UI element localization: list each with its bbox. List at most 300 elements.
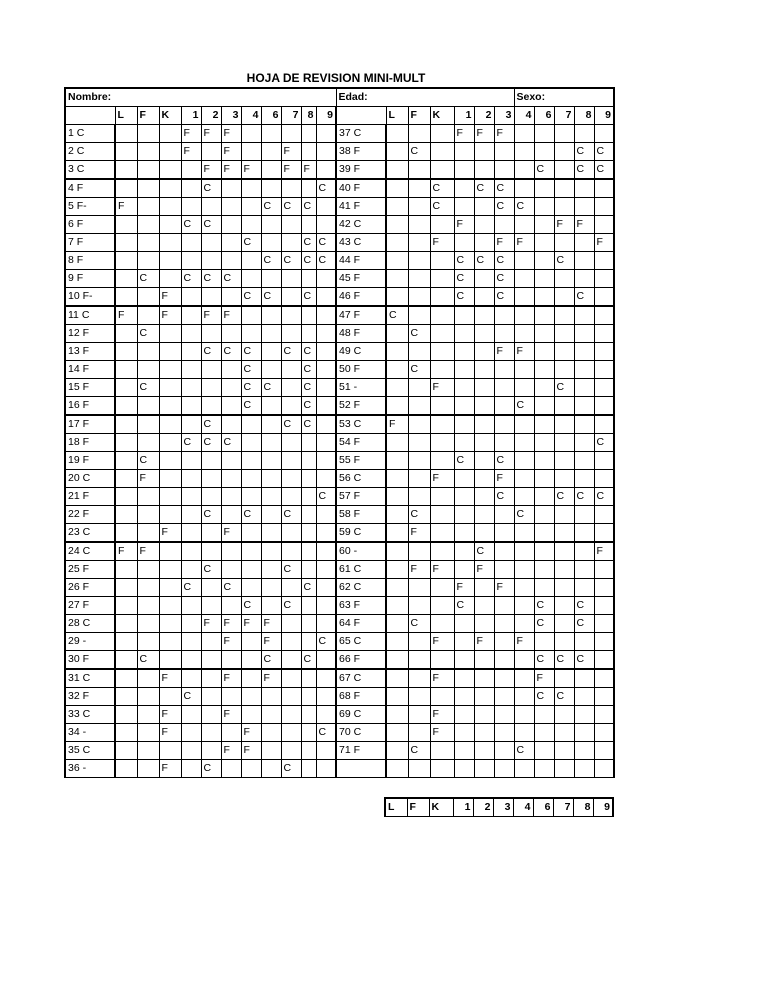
item-label: 48 F	[336, 325, 386, 343]
answer-cell	[301, 216, 316, 234]
answer-cell: F	[494, 234, 514, 252]
answer-cell	[281, 397, 301, 416]
answer-cell	[261, 688, 281, 706]
answer-cell	[454, 760, 474, 778]
answer-cell	[241, 434, 261, 452]
answer-cell: C	[181, 270, 201, 288]
item-label: 49 C	[336, 343, 386, 361]
item-label: 31 C	[65, 669, 115, 688]
answer-cell	[474, 742, 494, 760]
answer-cell	[574, 706, 594, 724]
answer-cell	[554, 143, 574, 161]
answer-cell	[594, 216, 614, 234]
table-row	[65, 361, 614, 379]
answer-cell	[221, 760, 241, 778]
answer-cell: C	[494, 179, 514, 198]
answer-cell: C	[594, 161, 614, 180]
answer-cell	[574, 470, 594, 488]
answer-cell	[554, 434, 574, 452]
answer-cell	[494, 506, 514, 524]
answer-cell	[430, 742, 454, 760]
answer-cell	[534, 506, 554, 524]
answer-cell	[574, 579, 594, 597]
answer-cell	[408, 597, 430, 615]
page-title: HOJA DE REVISION MINI-MULT	[246, 71, 426, 85]
answer-cell	[241, 252, 261, 270]
item-label: 53 C	[336, 415, 386, 434]
answer-cell	[474, 216, 494, 234]
column-header-2: 2	[474, 107, 494, 125]
answer-cell: C	[181, 688, 201, 706]
answer-cell	[261, 542, 281, 561]
item-label: 29 -	[65, 633, 115, 651]
answer-cell: F	[454, 579, 474, 597]
answer-cell	[241, 706, 261, 724]
answer-cell	[594, 615, 614, 633]
answer-cell: C	[386, 306, 408, 325]
answer-cell	[115, 651, 137, 670]
table-row	[65, 325, 614, 343]
answer-cell: C	[554, 488, 574, 506]
answer-cell	[159, 633, 181, 651]
answer-cell	[574, 397, 594, 416]
answer-cell	[281, 470, 301, 488]
answer-cell	[534, 488, 554, 506]
answer-cell	[261, 470, 281, 488]
answer-cell	[474, 379, 494, 397]
answer-cell	[159, 179, 181, 198]
answer-cell	[261, 325, 281, 343]
answer-cell	[241, 470, 261, 488]
answer-cell	[316, 434, 336, 452]
answer-cell	[386, 524, 408, 543]
answer-cell	[281, 488, 301, 506]
answer-cell	[201, 234, 221, 252]
answer-cell	[474, 288, 494, 307]
answer-cell	[301, 542, 316, 561]
column-header-9: 9	[316, 107, 336, 125]
column-header-row	[65, 107, 614, 125]
answer-cell	[115, 669, 137, 688]
answer-cell	[261, 506, 281, 524]
answer-cell	[316, 524, 336, 543]
answer-cell	[534, 742, 554, 760]
answer-cell	[201, 325, 221, 343]
answer-cell	[221, 198, 241, 216]
answer-cell	[494, 524, 514, 543]
answer-cell: F	[494, 470, 514, 488]
answer-cell	[241, 688, 261, 706]
answer-cell	[115, 361, 137, 379]
answer-cell	[514, 452, 534, 470]
answer-cell	[474, 434, 494, 452]
answer-cell: C	[408, 506, 430, 524]
answer-cell: C	[137, 452, 159, 470]
answer-cell: C	[221, 270, 241, 288]
answer-cell	[386, 760, 408, 778]
answer-cell: F	[115, 542, 137, 561]
answer-cell: F	[594, 234, 614, 252]
answer-cell	[430, 143, 454, 161]
answer-cell: F	[221, 706, 241, 724]
answer-cell: C	[474, 179, 494, 198]
answer-cell: F	[159, 669, 181, 688]
answer-cell	[181, 325, 201, 343]
answer-cell	[474, 452, 494, 470]
answer-cell	[316, 143, 336, 161]
answer-cell	[201, 706, 221, 724]
answer-cell	[316, 125, 336, 143]
answer-cell	[474, 688, 494, 706]
answer-cell	[301, 688, 316, 706]
answer-cell	[594, 669, 614, 688]
answer-cell	[281, 651, 301, 670]
answer-cell	[115, 234, 137, 252]
answer-cell	[137, 288, 159, 307]
answer-cell	[474, 361, 494, 379]
answer-cell	[454, 397, 474, 416]
answer-cell	[430, 506, 454, 524]
answer-cell	[430, 252, 454, 270]
bottom-column-labels	[385, 798, 613, 817]
answer-cell	[137, 669, 159, 688]
answer-cell	[181, 724, 201, 742]
answer-cell: F	[430, 633, 454, 651]
answer-cell	[594, 470, 614, 488]
answer-cell	[137, 760, 159, 778]
answer-cell	[554, 470, 574, 488]
item-label: 38 F	[336, 143, 386, 161]
answer-cell	[281, 288, 301, 307]
answer-cell: C	[221, 434, 241, 452]
answer-cell	[241, 415, 261, 434]
answer-cell	[386, 325, 408, 343]
answer-cell	[261, 488, 281, 506]
answer-cell	[474, 760, 494, 778]
answer-cell: F	[221, 306, 241, 325]
item-label: 4 F	[65, 179, 115, 198]
table-row	[65, 143, 614, 161]
answer-cell: F	[430, 234, 454, 252]
answer-cell	[159, 615, 181, 633]
column-header-1: 1	[454, 107, 474, 125]
table-row	[65, 688, 614, 706]
answer-cell	[221, 688, 241, 706]
answer-cell: C	[316, 234, 336, 252]
answer-cell	[574, 452, 594, 470]
answer-cell: F	[386, 415, 408, 434]
item-label: 3 C	[65, 161, 115, 180]
answer-cell	[386, 434, 408, 452]
answer-cell	[534, 125, 554, 143]
answer-cell	[301, 506, 316, 524]
answer-cell	[534, 179, 554, 198]
answer-cell	[534, 434, 554, 452]
answer-cell	[594, 524, 614, 543]
answer-cell: F	[494, 343, 514, 361]
table-row	[65, 561, 614, 579]
answer-cell	[301, 325, 316, 343]
answer-cell	[281, 216, 301, 234]
table-row	[65, 306, 614, 325]
answer-cell	[430, 579, 454, 597]
answer-cell	[261, 270, 281, 288]
answer-cell	[159, 470, 181, 488]
bottom-column-label-2: 2	[473, 798, 493, 817]
answer-cell	[181, 379, 201, 397]
answer-cell	[514, 270, 534, 288]
answer-cell	[386, 669, 408, 688]
answer-cell	[301, 597, 316, 615]
column-header-3: 3	[494, 107, 514, 125]
answer-cell: C	[261, 651, 281, 670]
answer-cell	[554, 361, 574, 379]
answer-cell: F	[159, 288, 181, 307]
answer-cell	[534, 724, 554, 742]
answer-cell	[221, 397, 241, 416]
answer-cell: C	[201, 216, 221, 234]
answer-cell	[594, 325, 614, 343]
answer-cell	[137, 724, 159, 742]
answer-cell	[534, 579, 554, 597]
answer-cell	[494, 561, 514, 579]
answer-cell	[221, 179, 241, 198]
answer-cell	[159, 434, 181, 452]
answer-cell: C	[494, 198, 514, 216]
answer-cell	[514, 161, 534, 180]
answer-cell	[301, 706, 316, 724]
answer-cell	[137, 125, 159, 143]
answer-cell	[574, 270, 594, 288]
item-label: 32 F	[65, 688, 115, 706]
answer-cell	[574, 434, 594, 452]
answer-cell	[241, 452, 261, 470]
answer-cell	[181, 306, 201, 325]
answer-cell	[221, 724, 241, 742]
answer-cell	[201, 252, 221, 270]
answer-cell	[241, 306, 261, 325]
answer-cell	[159, 488, 181, 506]
answer-cell: C	[408, 615, 430, 633]
answer-cell	[474, 470, 494, 488]
answer-cell	[115, 125, 137, 143]
answer-cell	[494, 325, 514, 343]
answer-cell	[454, 742, 474, 760]
answer-cell	[115, 143, 137, 161]
answer-cell	[514, 579, 534, 597]
answer-cell	[454, 561, 474, 579]
answer-cell	[514, 542, 534, 561]
answer-cell: C	[201, 415, 221, 434]
answer-cell	[408, 706, 430, 724]
answer-cell	[115, 760, 137, 778]
answer-cell: F	[514, 234, 534, 252]
item-label: 66 F	[336, 651, 386, 670]
answer-cell	[514, 325, 534, 343]
answer-cell	[159, 125, 181, 143]
answer-cell: C	[201, 506, 221, 524]
answer-cell	[281, 379, 301, 397]
answer-cell	[137, 742, 159, 760]
item-label: 5 F-	[65, 198, 115, 216]
answer-cell	[316, 161, 336, 180]
bottom-column-label-7: 7	[553, 798, 573, 817]
answer-cell	[554, 706, 574, 724]
answer-cell	[386, 452, 408, 470]
item-label: 69 C	[336, 706, 386, 724]
answer-cell	[137, 161, 159, 180]
answer-cell	[594, 706, 614, 724]
answer-cell	[554, 633, 574, 651]
answer-cell	[454, 688, 474, 706]
answer-cell	[430, 651, 454, 670]
answer-cell	[261, 343, 281, 361]
answer-cell	[554, 288, 574, 307]
answer-cell	[534, 706, 554, 724]
answer-cell	[261, 597, 281, 615]
item-label: 6 F	[65, 216, 115, 234]
column-header-K: K	[159, 107, 181, 125]
answer-cell	[408, 633, 430, 651]
answer-cell	[514, 415, 534, 434]
answer-cell	[201, 143, 221, 161]
answer-cell: F	[454, 125, 474, 143]
item-label: 9 F	[65, 270, 115, 288]
answer-cell	[181, 669, 201, 688]
answer-cell	[201, 724, 221, 742]
answer-cell: C	[261, 198, 281, 216]
answer-cell: F	[221, 125, 241, 143]
answer-cell	[534, 633, 554, 651]
answer-cell	[574, 742, 594, 760]
answer-cell: C	[201, 760, 221, 778]
item-label: 52 F	[336, 397, 386, 416]
answer-cell	[494, 688, 514, 706]
answer-cell	[494, 379, 514, 397]
answer-cell	[514, 651, 534, 670]
answer-cell	[316, 561, 336, 579]
answer-cell: C	[474, 252, 494, 270]
answer-cell	[594, 252, 614, 270]
answer-cell	[386, 234, 408, 252]
answer-cell	[281, 179, 301, 198]
answer-cell	[115, 379, 137, 397]
answer-cell: C	[241, 361, 261, 379]
answer-cell: C	[574, 651, 594, 670]
answer-cell: F	[574, 216, 594, 234]
nombre-label: Nombre:	[65, 88, 336, 107]
answer-cell	[137, 143, 159, 161]
answer-cell	[554, 325, 574, 343]
answer-cell	[574, 561, 594, 579]
answer-cell	[534, 143, 554, 161]
item-label: 55 F	[336, 452, 386, 470]
bottom-column-label-6: 6	[533, 798, 553, 817]
answer-cell	[115, 615, 137, 633]
answer-cell: F	[221, 669, 241, 688]
answer-cell	[159, 343, 181, 361]
answer-cell	[241, 125, 261, 143]
answer-cell	[594, 506, 614, 524]
answer-cell	[221, 361, 241, 379]
answer-cell	[301, 615, 316, 633]
answer-cell	[281, 542, 301, 561]
bottom-column-label-3: 3	[493, 798, 513, 817]
table-row	[65, 125, 614, 143]
item-label: 21 F	[65, 488, 115, 506]
answer-cell	[454, 470, 474, 488]
answer-cell: C	[594, 143, 614, 161]
answer-cell	[594, 579, 614, 597]
answer-cell: F	[241, 615, 261, 633]
answer-cell: F	[301, 161, 316, 180]
answer-cell	[281, 270, 301, 288]
answer-cell: F	[137, 470, 159, 488]
answer-cell	[221, 252, 241, 270]
answer-cell	[430, 688, 454, 706]
answer-cell	[137, 506, 159, 524]
column-header-L: L	[386, 107, 408, 125]
answer-cell	[316, 760, 336, 778]
answer-cell	[474, 161, 494, 180]
answer-cell	[534, 542, 554, 561]
answer-cell: C	[574, 288, 594, 307]
answer-cell: F	[241, 161, 261, 180]
item-label: 46 F	[336, 288, 386, 307]
answer-cell	[554, 270, 574, 288]
answer-cell	[408, 688, 430, 706]
answer-cell	[594, 270, 614, 288]
answer-cell	[386, 724, 408, 742]
answer-cell	[261, 234, 281, 252]
answer-cell	[221, 488, 241, 506]
column-header-4: 4	[514, 107, 534, 125]
answer-cell	[554, 579, 574, 597]
answer-cell	[474, 651, 494, 670]
item-label: 50 F	[336, 361, 386, 379]
answer-cell	[430, 597, 454, 615]
answer-cell	[316, 688, 336, 706]
answer-cell	[261, 306, 281, 325]
answer-cell: F	[181, 125, 201, 143]
bottom-column-label-9: 9	[593, 798, 613, 817]
answer-cell: C	[281, 343, 301, 361]
answer-cell	[281, 615, 301, 633]
answer-cell: F	[115, 198, 137, 216]
answer-cell	[408, 397, 430, 416]
answer-cell	[474, 615, 494, 633]
answer-cell	[221, 470, 241, 488]
answer-cell	[159, 397, 181, 416]
answer-cell	[534, 379, 554, 397]
answer-cell	[494, 397, 514, 416]
answer-cell: C	[534, 651, 554, 670]
answer-cell	[454, 542, 474, 561]
answer-cell	[386, 161, 408, 180]
answer-cell	[115, 216, 137, 234]
answer-cell	[386, 506, 408, 524]
column-header-2: 2	[201, 107, 221, 125]
answer-cell: C	[494, 288, 514, 307]
answer-cell: C	[554, 252, 574, 270]
answer-cell	[159, 506, 181, 524]
item-label: 67 C	[336, 669, 386, 688]
answer-cell	[281, 306, 301, 325]
answer-cell	[534, 216, 554, 234]
answer-cell	[201, 379, 221, 397]
answer-cell	[408, 651, 430, 670]
answer-cell: C	[534, 615, 554, 633]
